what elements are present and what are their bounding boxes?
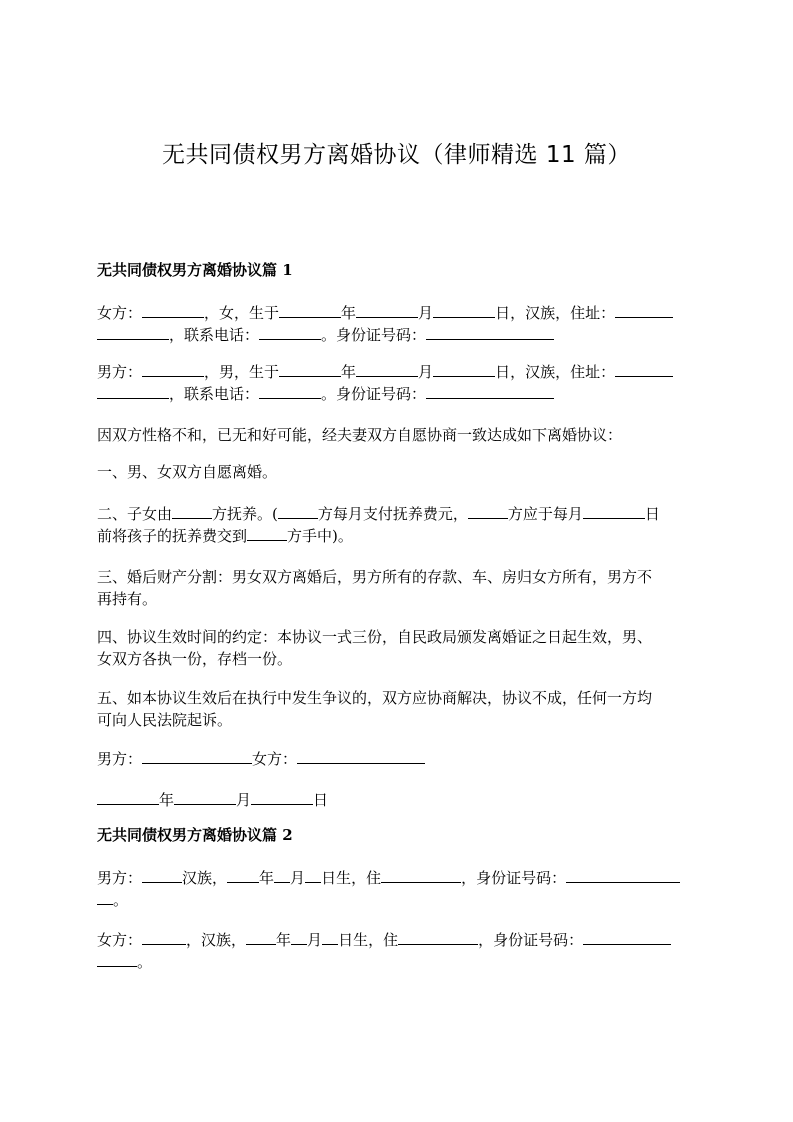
clause-2-line-2 <box>97 525 697 547</box>
section-2-heading: 无共同债权男方离婚协议篇 2 <box>97 826 293 844</box>
clause-5-line-2: 可向人民法院起诉。 <box>97 711 233 729</box>
blank-field[interactable] <box>97 890 113 905</box>
blank-field[interactable] <box>583 504 645 519</box>
blank-field[interactable] <box>356 362 418 377</box>
blank-field[interactable] <box>97 325 169 340</box>
male-party-line-2 <box>97 383 697 405</box>
label: 二、子女由 <box>97 505 173 523</box>
blank-field[interactable] <box>426 384 554 399</box>
label: 。身份证号码： <box>321 326 427 344</box>
label: 年 <box>341 363 357 381</box>
signature-line <box>97 748 697 770</box>
label: 前将孩子的抚养费交到 <box>97 527 248 545</box>
label: 方每月支付抚养费元， <box>317 505 468 523</box>
label: 女方： <box>252 750 298 768</box>
blank-field[interactable] <box>468 504 508 519</box>
label: ，身份证号码： <box>478 931 584 949</box>
blank-field[interactable] <box>279 303 341 318</box>
label: 月 <box>418 304 434 322</box>
blank-field[interactable] <box>174 790 236 805</box>
label: 。 <box>137 953 153 971</box>
blank-field[interactable] <box>305 868 321 883</box>
label: ，汉族， <box>186 931 247 949</box>
blank-field[interactable] <box>426 325 554 340</box>
male-party-line-1 <box>97 361 697 383</box>
section-1-heading: 无共同债权男方离婚协议篇 1 <box>97 261 293 279</box>
label: 女方： <box>97 931 143 949</box>
label: ，联系电话： <box>169 385 260 403</box>
label: 年 <box>259 869 275 887</box>
intro-paragraph: 因双方性格不和，已无和好可能，经夫妻双方自愿协商一致达成如下离婚协议： <box>97 426 623 444</box>
blank-field[interactable] <box>172 504 212 519</box>
blank-field[interactable] <box>615 303 673 318</box>
clause-4-line-1: 四、协议生效时间的约定：本协议一式三份，自民政局颁发离婚证之日起生效，男、 <box>97 628 653 646</box>
blank-field[interactable] <box>247 526 287 541</box>
label: 男方： <box>97 750 143 768</box>
label: ，身份证号码： <box>461 869 567 887</box>
blank-field[interactable] <box>142 930 186 945</box>
label: 月 <box>307 931 323 949</box>
female-party-line-1 <box>97 302 697 324</box>
label: 方手中)。 <box>287 527 353 545</box>
clause-2-line-1 <box>97 503 697 525</box>
clause-3-line-2: 再持有。 <box>97 590 158 608</box>
blank-field[interactable] <box>615 362 673 377</box>
blank-field[interactable] <box>566 868 680 883</box>
blank-field[interactable] <box>97 952 137 967</box>
sec2-female-line-1 <box>97 929 697 951</box>
clause-4-line-2: 女双方各执一份，存档一份。 <box>97 650 293 668</box>
blank-field[interactable] <box>583 930 671 945</box>
label: 男方： <box>97 869 143 887</box>
label: 月 <box>290 869 306 887</box>
label: 。 <box>113 891 129 909</box>
label: 。身份证号码： <box>321 385 427 403</box>
label: 月 <box>418 363 434 381</box>
label: 日 <box>644 505 660 523</box>
blank-field[interactable] <box>227 868 259 883</box>
blank-field[interactable] <box>381 868 461 883</box>
label: 年 <box>341 304 357 322</box>
female-party-line-2 <box>97 324 697 346</box>
clause-5-line-1: 五、如本协议生效后在执行中发生争议的，双方应协商解决，协议不成，任何一方均 <box>97 689 653 707</box>
blank-field[interactable] <box>291 930 307 945</box>
label: 日，汉族，住址： <box>495 304 616 322</box>
blank-field[interactable] <box>356 303 418 318</box>
label: 年 <box>276 931 292 949</box>
label: 汉族， <box>182 869 228 887</box>
sec2-female-line-2 <box>97 951 697 973</box>
blank-field[interactable] <box>142 868 182 883</box>
blank-field[interactable] <box>297 749 425 764</box>
sec2-male-line-2 <box>97 889 697 911</box>
blank-field[interactable] <box>259 325 321 340</box>
label: ，男，生于 <box>204 363 280 381</box>
label: ，联系电话： <box>169 326 260 344</box>
blank-field[interactable] <box>398 930 478 945</box>
label: 男方： <box>97 363 143 381</box>
label: 女方： <box>97 304 143 322</box>
blank-field[interactable] <box>97 790 159 805</box>
label: 日生，住 <box>321 869 382 887</box>
clause-1: 一、男、女双方自愿离婚。 <box>97 463 278 481</box>
blank-field[interactable] <box>322 930 338 945</box>
label: ，女，生于 <box>204 304 280 322</box>
clause-3-line-1: 三、婚后财产分割：男女双方离婚后，男方所有的存款、车、房归女方所有，男方不 <box>97 568 653 586</box>
label: 日 <box>313 791 329 809</box>
label: 方应于每月 <box>507 505 583 523</box>
blank-field[interactable] <box>433 362 495 377</box>
label: 年 <box>159 791 175 809</box>
date-line <box>97 789 697 811</box>
blank-field[interactable] <box>142 362 204 377</box>
document-title: 无共同债权男方离婚协议（律师精选 11 篇） <box>162 142 631 168</box>
blank-field[interactable] <box>279 362 341 377</box>
sec2-male-line-1 <box>97 867 697 889</box>
label: 日生，住 <box>338 931 399 949</box>
blank-field[interactable] <box>142 303 204 318</box>
blank-field[interactable] <box>433 303 495 318</box>
blank-field[interactable] <box>278 504 318 519</box>
label: 月 <box>236 791 252 809</box>
label: 日，汉族，住址： <box>495 363 616 381</box>
blank-field[interactable] <box>259 384 321 399</box>
label: 方抚养。( <box>212 505 278 523</box>
blank-field[interactable] <box>274 868 290 883</box>
blank-field[interactable] <box>97 384 169 399</box>
blank-field[interactable] <box>251 790 313 805</box>
blank-field[interactable] <box>246 930 276 945</box>
blank-field[interactable] <box>142 749 252 764</box>
